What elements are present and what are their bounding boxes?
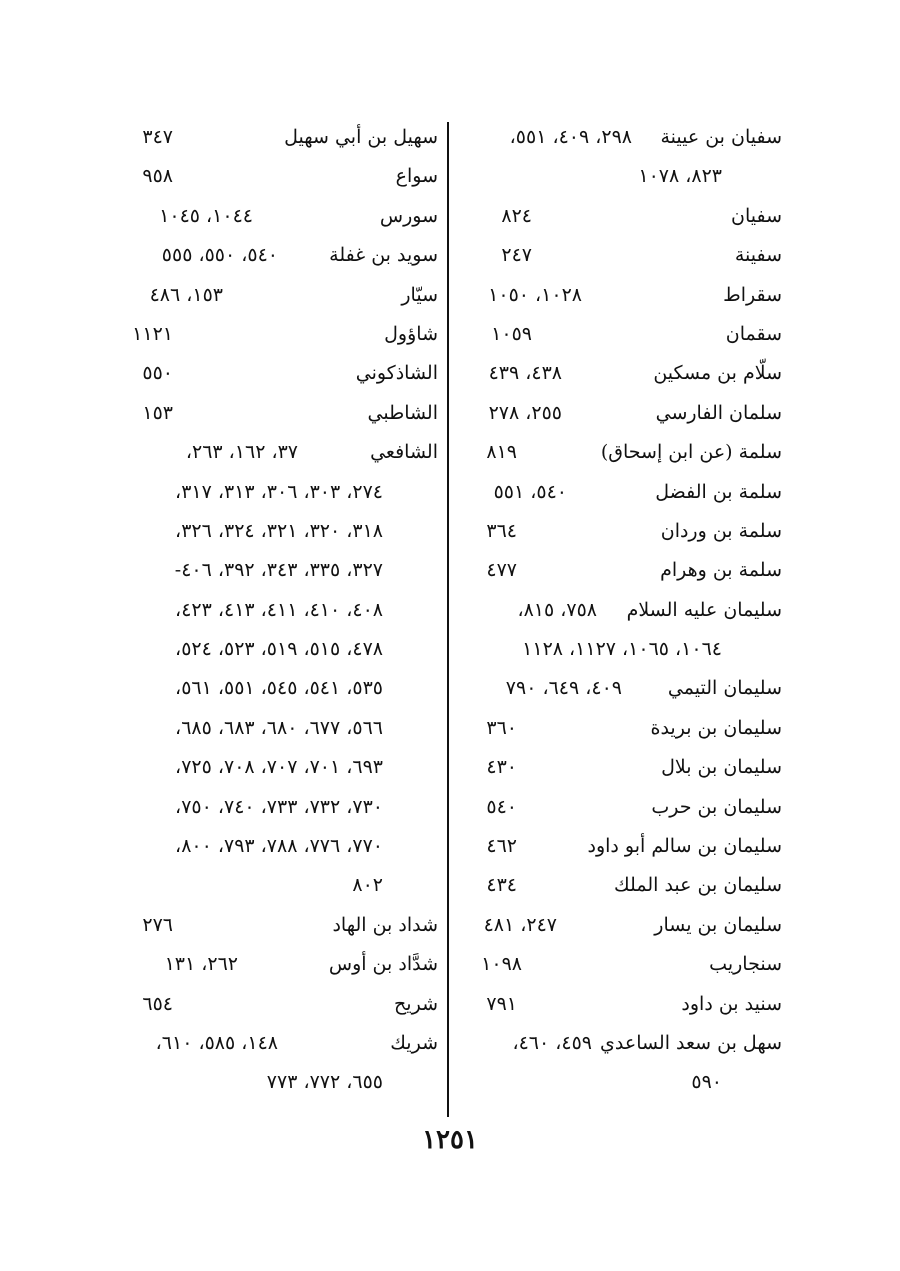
index-entry <box>118 866 438 905</box>
index-entry <box>118 354 438 393</box>
index-entry <box>118 276 438 315</box>
entry-pages-continued: ٥٦٦، ٦٧٧، ٦٨٠، ٦٨٣، ٦٨٥، <box>175 716 383 739</box>
index-entry <box>118 906 438 945</box>
entry-pages: ٤٠٩، ٦٤٩، ٧٩٠ <box>505 677 622 700</box>
entry-name: سلمة بن وهرام <box>660 559 782 582</box>
index-entry <box>118 591 438 630</box>
entry-name: سقراط <box>723 283 782 306</box>
index-entry <box>118 945 438 984</box>
entry-name: الشاطبي <box>367 401 438 424</box>
index-entry <box>462 709 782 748</box>
index-entry <box>462 1063 782 1102</box>
entry-name: سفيان <box>730 204 782 227</box>
entry-name: سلّام بن مسكين <box>653 362 782 385</box>
index-entry <box>462 985 782 1024</box>
entry-pages: ٤٦٢ <box>486 835 517 858</box>
entry-pages: ٧٥٨، ٨١٥، <box>517 598 597 621</box>
entry-name: سليمان بن حرب <box>651 795 782 818</box>
entry-pages: ٤٥٩، ٤٦٠، <box>512 1031 592 1054</box>
index-entry <box>462 748 782 787</box>
index-entry <box>118 1063 438 1102</box>
column-divider <box>447 122 449 1117</box>
index-entry <box>462 551 782 590</box>
entry-name: سواع <box>395 165 438 188</box>
entry-name: سليمان بن بريدة <box>650 716 782 739</box>
entry-pages: ٨٢٤ <box>501 204 532 227</box>
entry-pages: ٤٣٨، ٤٣٩ <box>488 362 562 385</box>
entry-pages-continued: ٢٧٤، ٣٠٣، ٣٠٦، ٣١٣، ٣١٧، <box>175 480 383 503</box>
index-entry <box>462 394 782 433</box>
index-entry <box>462 906 782 945</box>
entry-pages-continued: ١٠٦٤، ١٠٦٥، ١١٢٧، ١١٢٨ <box>522 638 722 661</box>
entry-name: الشاذكوني <box>355 362 438 385</box>
entry-pages-continued: ٨٠٢ <box>352 874 383 897</box>
entry-name: سلمان الفارسي <box>655 401 782 424</box>
entry-name: شاؤول <box>384 322 438 345</box>
entry-name: سيّار <box>401 283 438 306</box>
page-number: ١٢٥١ <box>422 1125 478 1155</box>
index-entry <box>118 709 438 748</box>
index-entry <box>462 630 782 669</box>
entry-pages: ١٠٥٩ <box>491 322 532 345</box>
entry-name: سليمان بن عبد الملك <box>614 874 782 897</box>
entry-pages-continued: ٧٧٠، ٧٧٦، ٧٨٨، ٧٩٣، ٨٠٠، <box>175 835 383 858</box>
index-entry <box>462 197 782 236</box>
index-entry <box>118 315 438 354</box>
entry-name: شريح <box>394 992 438 1015</box>
entry-name: سنيد بن داود <box>681 992 782 1015</box>
index-entry <box>462 945 782 984</box>
index-entry <box>118 748 438 787</box>
entry-name: سلمة بن الفضل <box>655 480 782 503</box>
index-entry <box>118 630 438 669</box>
entry-pages: ١١٢١ <box>132 322 173 345</box>
entry-name: سفينة <box>734 244 782 267</box>
index-entry <box>462 827 782 866</box>
entry-pages: ٢٩٨، ٤٠٩، ٥٥١، <box>509 126 632 148</box>
index-entry <box>118 433 438 472</box>
entry-pages-continued: ٥٩٠ <box>691 1071 722 1094</box>
entry-pages: ٣٤٧ <box>142 126 173 148</box>
entry-pages: ٣٦٤ <box>486 519 517 542</box>
index-column-left <box>118 118 438 1103</box>
entry-pages: ٢٥٥، ٢٧٨ <box>488 401 562 424</box>
entry-pages: ٥٤٠، ٥٥١ <box>493 480 567 503</box>
entry-pages: ٣٧، ١٦٢، ٢٦٣، <box>185 441 298 464</box>
entry-pages-continued: ٥٣٥، ٥٤١، ٥٤٥، ٥٥١، ٥٦١، <box>175 677 383 700</box>
entry-name: سويد بن غفلة <box>329 244 438 267</box>
index-entry <box>118 827 438 866</box>
entry-name: سليمان بن بلال <box>661 756 782 779</box>
entry-name: سلمة (عن ابن إسحاق) <box>600 441 782 464</box>
entry-name: سنجاريب <box>709 953 782 976</box>
entry-pages: ١٥٣ <box>142 401 173 424</box>
entry-name: سليمان بن يسار <box>654 913 782 936</box>
entry-pages: ٤٧٧ <box>486 559 517 582</box>
index-entry <box>462 1024 782 1063</box>
entry-pages: ٥٤٠ <box>486 795 517 818</box>
entry-pages-continued: ٤٠٨، ٤١٠، ٤١١، ٤١٣، ٤٢٣، <box>175 598 383 621</box>
entry-name: شدَّاد بن أوس <box>328 953 438 976</box>
entry-name: سليمان عليه السلام <box>626 598 782 621</box>
index-entry <box>118 551 438 590</box>
entry-pages: ٥٥٠ <box>142 362 173 385</box>
entry-pages-continued: ٧٣٠، ٧٣٢، ٧٣٣، ٧٤٠، ٧٥٠، <box>175 795 383 818</box>
index-entry <box>462 276 782 315</box>
index-entry <box>462 118 782 157</box>
entry-name: سورس <box>379 204 438 227</box>
index-entry <box>462 591 782 630</box>
index-entry <box>118 118 438 157</box>
index-entry <box>462 433 782 472</box>
index-entry <box>118 157 438 196</box>
entry-name: سقمان <box>725 322 782 345</box>
entry-name: سلمة بن وردان <box>660 519 782 542</box>
entry-pages: ٤٣٤ <box>486 874 517 897</box>
entry-pages: ٢٤٧ <box>501 244 532 267</box>
entry-name: الشافعي <box>370 441 438 464</box>
index-entry <box>462 236 782 275</box>
index-entry <box>118 985 438 1024</box>
entry-pages-continued: ٦٩٣، ٧٠١، ٧٠٧، ٧٠٨، ٧٢٥، <box>175 756 383 779</box>
entry-pages: ١٠٢٨، ١٠٥٠ <box>488 283 582 306</box>
entry-pages: ٢٤٧، ٤٨١ <box>483 913 557 936</box>
index-entry <box>462 473 782 512</box>
entry-pages-continued: ٣١٨، ٣٢٠، ٣٢١، ٣٢٤، ٣٢٦، <box>175 519 383 542</box>
entry-pages: ٣٦٠ <box>486 716 517 739</box>
entry-pages: ٩٥٨ <box>142 165 173 188</box>
entry-pages: ٧٩١ <box>486 992 517 1015</box>
entry-pages-continued: ٣٢٧، ٣٣٥، ٣٤٣، ٣٩٢، ٤٠٦- <box>174 559 383 582</box>
index-entry <box>118 669 438 708</box>
index-column-right <box>462 118 782 1103</box>
entry-pages: ٢٦٢، ١٣١ <box>164 953 238 976</box>
index-entry <box>118 512 438 551</box>
entry-name: شريك <box>390 1031 438 1054</box>
index-entry <box>118 473 438 512</box>
entry-pages: ١٠٩٨ <box>481 953 522 976</box>
entry-name: سهل بن سعد الساعدي <box>600 1031 782 1054</box>
entry-pages: ٥٤٠، ٥٥٠، ٥٥٥ <box>161 244 278 267</box>
entry-pages: ١٥٣، ٤٨٦ <box>149 283 223 306</box>
index-entry <box>118 394 438 433</box>
entry-pages: ١٠٤٤، ١٠٤٥ <box>159 204 253 227</box>
entry-pages-continued: ٦٥٥، ٧٧٢، ٧٧٣ <box>266 1071 383 1094</box>
entry-name: سليمان بن سالم أبو داود <box>587 835 782 858</box>
index-entry <box>118 197 438 236</box>
entry-name: سهيل بن أبي سهيل <box>284 126 438 148</box>
entry-pages: ١٤٨، ٥٨٥، ٦١٠، <box>155 1031 278 1054</box>
entry-pages-continued: ٨٢٣، ١٠٧٨ <box>638 165 722 188</box>
entry-name: شداد بن الهاد <box>332 913 438 936</box>
entry-name: سليمان التيمي <box>667 677 782 700</box>
index-entry <box>462 315 782 354</box>
entry-pages: ٦٥٤ <box>142 992 173 1015</box>
index-entry <box>462 866 782 905</box>
entry-pages: ٨١٩ <box>486 441 517 464</box>
entry-pages: ٢٧٦ <box>142 913 173 936</box>
index-entry <box>118 1024 438 1063</box>
entry-pages: ٤٣٠ <box>486 756 517 779</box>
index-entry <box>118 788 438 827</box>
index-entry <box>462 669 782 708</box>
entry-pages-continued: ٤٧٨، ٥١٥، ٥١٩، ٥٢٣، ٥٢٤، <box>175 638 383 661</box>
index-entry <box>462 354 782 393</box>
index-entry <box>462 512 782 551</box>
index-entry <box>118 236 438 275</box>
index-entry <box>462 157 782 196</box>
entry-name: سفيان بن عيينة <box>660 126 782 148</box>
index-entry <box>462 788 782 827</box>
